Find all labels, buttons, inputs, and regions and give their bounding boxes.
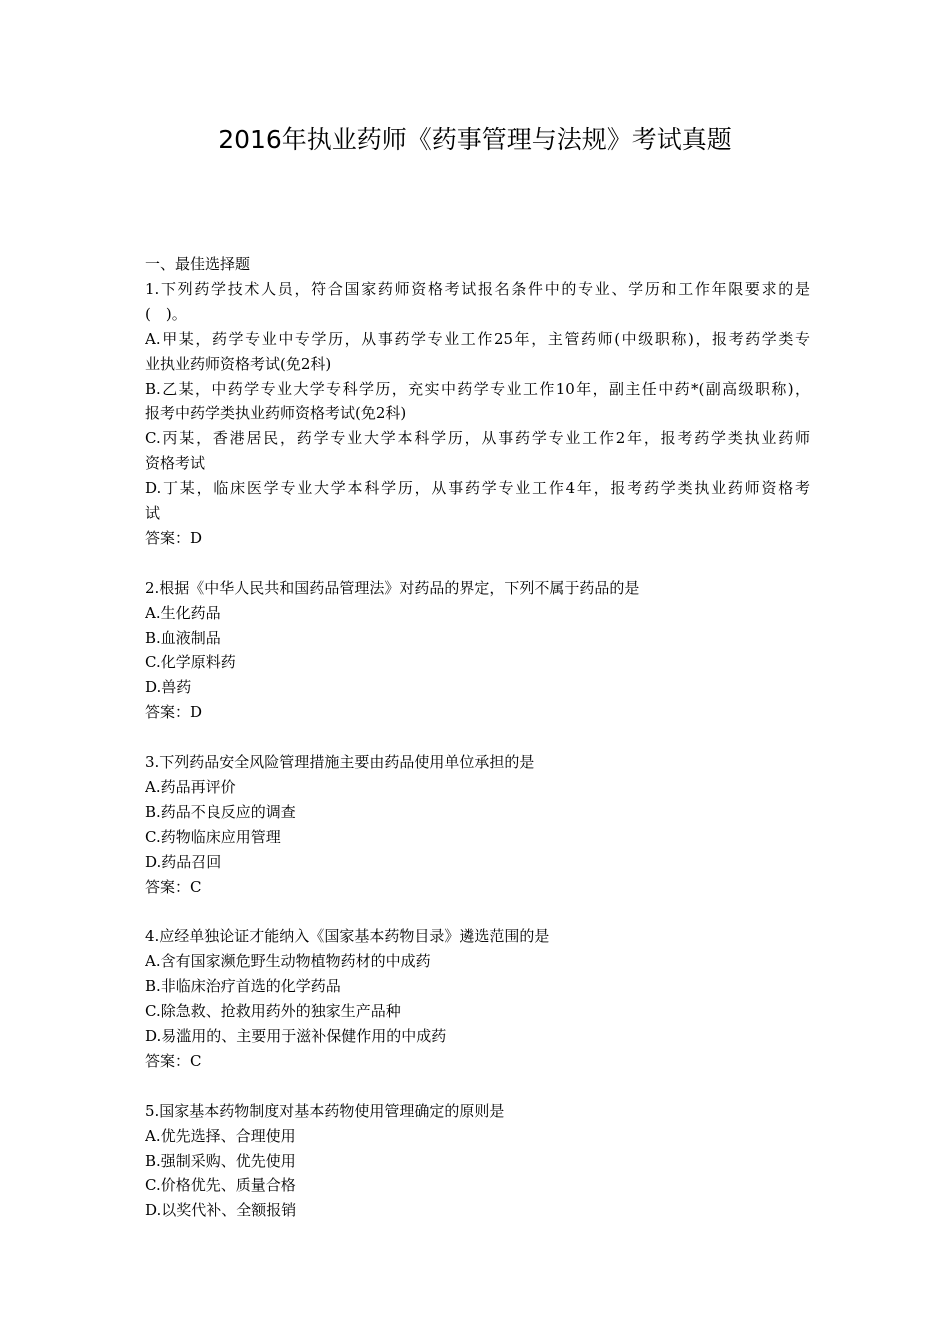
option-d-line: D.易滥用的、主要用于滋补保健作用的中成药 xyxy=(145,1027,447,1046)
question-stem-line: ( )。 xyxy=(145,304,187,323)
option-b-line: B.血液制品 xyxy=(145,628,221,647)
question-stem-line: 5.国家基本药物制度对基本药物使用管理确定的原则是 xyxy=(145,1101,505,1120)
document-title: 2016年执业药师《药事管理与法规》考试真题 xyxy=(218,125,732,154)
question-stem-line: 1.下列药学技术人员，符合国家药师资格考试报名条件中的专业、学历和工作年限要求的是 xyxy=(145,279,810,298)
option-a-line: A.药品再评价 xyxy=(145,778,236,796)
question-spacer xyxy=(145,551,810,576)
question-3 xyxy=(145,750,810,899)
question-stem-line: 3.下列药品安全风险管理措施主要由药品使用单位承担的是 xyxy=(145,753,535,772)
option-a-line: A.含有国家濒危野生动物植物药材的中成药 xyxy=(145,952,431,971)
option-c-line: C.丙某，香港居民，药学专业大学本科学历，从事药学专业工作2年，报考药学类执业药师 xyxy=(145,429,810,448)
answer-text: 答案：C xyxy=(145,877,202,896)
question-stem-line: 2.根据《中华人民共和国药品管理法》对药品的界定，下列不属于药品的是 xyxy=(145,578,640,597)
option-c-line: 资格考试 xyxy=(145,454,206,473)
answer-text: 答案：D xyxy=(145,703,203,722)
answer-text: 答案：D xyxy=(145,528,203,547)
question-spacer xyxy=(145,1074,810,1099)
option-c-line: C.化学原料药 xyxy=(145,653,236,672)
option-b-line: 报考中药学类执业药师资格考试(免2科) xyxy=(145,404,407,423)
option-d-line: D.以奖代补、全额报销 xyxy=(145,1201,297,1220)
answer-text: 答案：C xyxy=(145,1051,202,1070)
option-d-line: D.兽药 xyxy=(145,678,192,697)
option-d-line: D.丁某，临床医学专业大学本科学历，从事药学专业工作4年，报考药学类执业药师资格考 xyxy=(145,479,810,498)
document-body xyxy=(145,252,810,1223)
option-d-line: D.药品召回 xyxy=(145,852,222,871)
option-a-line: 业执业药师资格考试(免2科) xyxy=(145,354,332,373)
question-spacer xyxy=(145,725,810,750)
option-c-line: C.药物临床应用管理 xyxy=(145,827,281,846)
question-5 xyxy=(145,1099,810,1224)
question-stem-line: 4.应经单独论证才能纳入《国家基本药物目录》遴选范围的是 xyxy=(145,927,550,946)
section-heading: 一、最佳选择题 xyxy=(145,255,251,273)
option-d-line: 试 xyxy=(145,504,161,523)
option-b-line: B.强制采购、优先使用 xyxy=(145,1151,296,1170)
question-4 xyxy=(145,924,810,1073)
question-spacer xyxy=(145,900,810,925)
option-c-line: C.除急救、抢救用药外的独家生产品种 xyxy=(145,1002,401,1021)
option-b-line: B.药品不良反应的调查 xyxy=(145,802,296,821)
option-a-line: A.生化药品 xyxy=(145,603,221,622)
option-b-line: B.乙某，中药学专业大学专科学历，充实中药学专业工作10年，副主任中药*(副高级职称)， xyxy=(145,379,810,398)
option-b-line: B.非临床治疗首选的化学药品 xyxy=(145,977,341,996)
option-a-line: A.甲某，药学专业中专学历，从事药学专业工作25年，主管药师(中级职称)，报考药学类专 xyxy=(145,329,810,348)
question-1 xyxy=(145,277,810,551)
option-c-line: C.价格优先、质量合格 xyxy=(145,1176,296,1195)
option-a-line: A.优先选择、合理使用 xyxy=(145,1126,296,1145)
question-2 xyxy=(145,576,810,725)
